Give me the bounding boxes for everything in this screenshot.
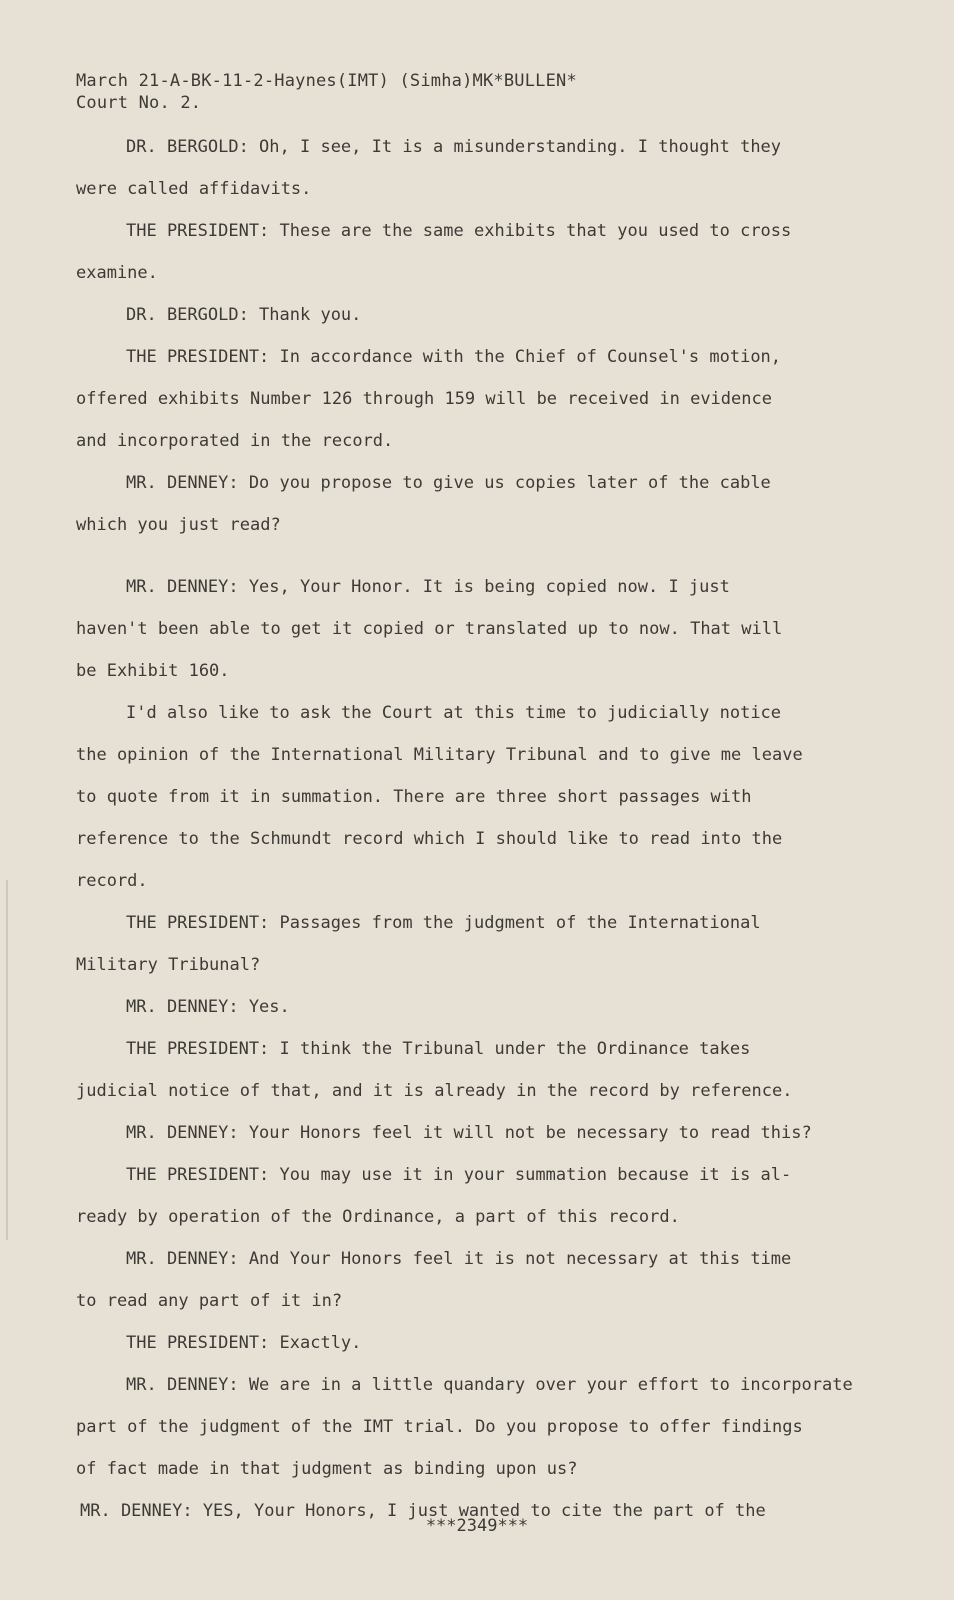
transcript-paragraph [76,1322,846,1364]
transcript-line: which you just read? [76,515,281,535]
transcript-paragraph [76,1364,853,1490]
transcript-line: and incorporated in the record. [76,431,394,451]
transcript-line: MR. DENNEY: And Your Honors feel it is not necessary at this time [126,1249,792,1269]
header-reference-line: March 21-A-BK-11-2-Haynes(IMT) (Simha)MK*BULLEN* [76,71,577,91]
transcript-line: to quote from it in summation. There are three short passages with [76,787,752,807]
transcript-line: ready by operation of the Ordinance, a part of this record. [76,1207,680,1227]
transcript-line: judicial notice of that, and it is already in the record by reference. [76,1081,793,1101]
transcript-line: part of the judgment of the IMT trial. Do you propose to offer findings [76,1417,803,1437]
transcript-line: were called affidavits. [76,179,312,199]
transcript-line: THE PRESIDENT: Exactly. [126,1333,362,1353]
page-number: ***2349*** [425,1516,529,1536]
transcript-line: record. [76,871,148,891]
transcript-line: THE PRESIDENT: I think the Tribunal under the Ordinance takes [126,1039,751,1059]
transcript-line: haven't been able to get it copied or translated up to now. That will [76,619,783,639]
transcript-paragraph [76,336,846,462]
transcript-paragraph [76,1112,846,1154]
paragraph-gap [76,546,846,566]
transcript-paragraph [76,126,846,210]
transcript-line: of fact made in that judgment as binding upon us? [76,1459,578,1479]
transcript-paragraph [76,294,846,336]
transcript-line: MR. DENNEY: Yes. [126,997,290,1017]
transcript-line: THE PRESIDENT: You may use it in your summation because it is al- [126,1165,792,1185]
transcript-paragraph [76,986,846,1028]
header-court-line: Court No. 2. [76,93,202,113]
transcript-line: MR. DENNEY: YES, Your Honors, I just wanted to cite the part of the [80,1501,766,1521]
transcript-line: MR. DENNEY: We are in a little quandary over your effort to incorporate [126,1375,853,1395]
transcript-line: I'd also like to ask the Court at this time to judicially notice [126,703,782,723]
transcript-line: examine. [76,263,158,283]
transcript-line: to read any part of it in? [76,1291,343,1311]
transcript-line: be Exhibit 160. [76,661,230,681]
transcript-line: THE PRESIDENT: In accordance with the Chief of Counsel's motion, [126,347,782,367]
transcript-paragraph [76,1238,846,1322]
transcript-line: reference to the Schmundt record which I should like to read into the [76,829,783,849]
transcript-paragraph [76,1154,846,1238]
transcript-line: MR. DENNEY: Your Honors feel it will not be necessary to read this? [126,1123,812,1143]
transcript-paragraph [76,902,846,986]
transcript-paragraph [76,210,846,294]
transcript-line: DR. BERGOLD: Oh, I see, It is a misunderstanding. I thought they [126,137,782,157]
transcript-line: THE PRESIDENT: These are the same exhibits that you used to cross [126,221,792,241]
transcript-paragraph [76,692,846,902]
transcript-line: the opinion of the International Military Tribunal and to give me leave [76,745,803,765]
transcript-paragraph [76,566,846,692]
paper-fold-mark [6,880,8,1240]
transcript-line: DR. BERGOLD: Thank you. [126,305,362,325]
transcript-line: Military Tribunal? [76,955,261,975]
transcript-paragraph [76,462,846,546]
transcript-body [76,126,853,1532]
transcript-paragraph [76,1028,846,1112]
document-header [76,70,577,114]
transcript-line: MR. DENNEY: Do you propose to give us copies later of the cable [126,473,771,493]
transcript-line: THE PRESIDENT: Passages from the judgment of the International [126,913,761,933]
transcript-line: MR. DENNEY: Yes, Your Honor. It is being copied now. I just [126,577,730,597]
transcript-line: offered exhibits Number 126 through 159 will be received in evidence [76,389,772,409]
